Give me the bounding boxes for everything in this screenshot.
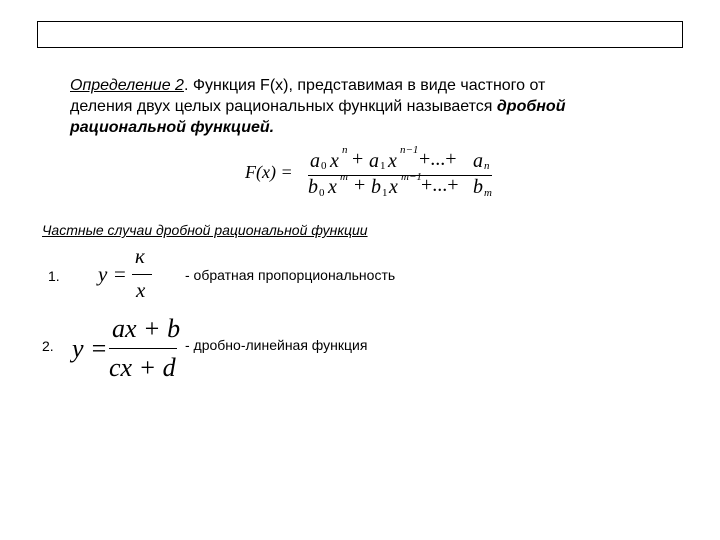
num-a1: a (369, 150, 379, 172)
definition-line-2 (70, 96, 650, 117)
den-b0-sub: 0 (319, 187, 325, 199)
num-x2: x (388, 150, 397, 172)
den-bm-sub: m (484, 187, 492, 199)
num-an-sub: n (484, 160, 490, 172)
num-a0: a (310, 150, 320, 172)
den-x2-sup: m−1 (401, 171, 422, 183)
case-2-denominator: cx + d (109, 353, 176, 382)
den-b1-sub: 1 (382, 187, 388, 199)
num-x1: x (330, 150, 339, 172)
case-1-description: - обратная пропорциональность (185, 267, 396, 283)
num-x2-sup: n−1 (400, 144, 419, 156)
den-plus-1: + (354, 174, 366, 196)
case-2-numerator: ax + b (112, 314, 181, 343)
den-tail: +...+ (421, 174, 459, 196)
den-b0: b (308, 176, 318, 198)
num-tail: +...+ (419, 148, 457, 170)
case-2-number: 2. (42, 338, 54, 354)
title-box (37, 21, 683, 48)
definition-bold-2: рациональной функцией (70, 119, 270, 136)
case-2-fraction-bar (109, 348, 177, 349)
case-1-numerator: к (135, 244, 145, 268)
case-2-lhs: y = (72, 334, 108, 363)
definition-term: Определение 2 (70, 77, 184, 94)
definition-line-3 (70, 117, 650, 138)
case-1-lhs: y = (98, 262, 127, 286)
den-x2: x (389, 176, 398, 198)
definition-period: . (269, 119, 275, 136)
cases-heading: Частные случаи дробной рациональной функции (42, 222, 368, 238)
den-x1: x (328, 176, 337, 198)
num-x1-sup: n (342, 144, 348, 156)
definition-line2-text: деления двух целых рациональных функций называется (70, 98, 497, 115)
definition-line-1 (70, 75, 650, 96)
den-bm: b (473, 176, 483, 198)
definition-bold-1: дробной (496, 98, 566, 115)
formula-lhs: F(x) = (245, 162, 293, 182)
case-2-description: - дробно-линейная функция (185, 337, 368, 353)
case-1-number: 1. (48, 268, 60, 284)
case-1-fraction-bar (132, 274, 152, 275)
main-formula (245, 146, 505, 202)
num-an: a (473, 150, 483, 172)
num-a1-sub: 1 (380, 160, 386, 172)
definition-paragraph (70, 75, 650, 138)
case-1-denominator: x (136, 278, 146, 302)
definition-intro: . Функция F(x), представимая в виде частного от (183, 77, 546, 94)
num-a0-sub: 0 (321, 160, 327, 172)
den-b1: b (371, 176, 381, 198)
num-plus-1: + (352, 148, 364, 170)
den-x1-sup: m (340, 171, 348, 183)
